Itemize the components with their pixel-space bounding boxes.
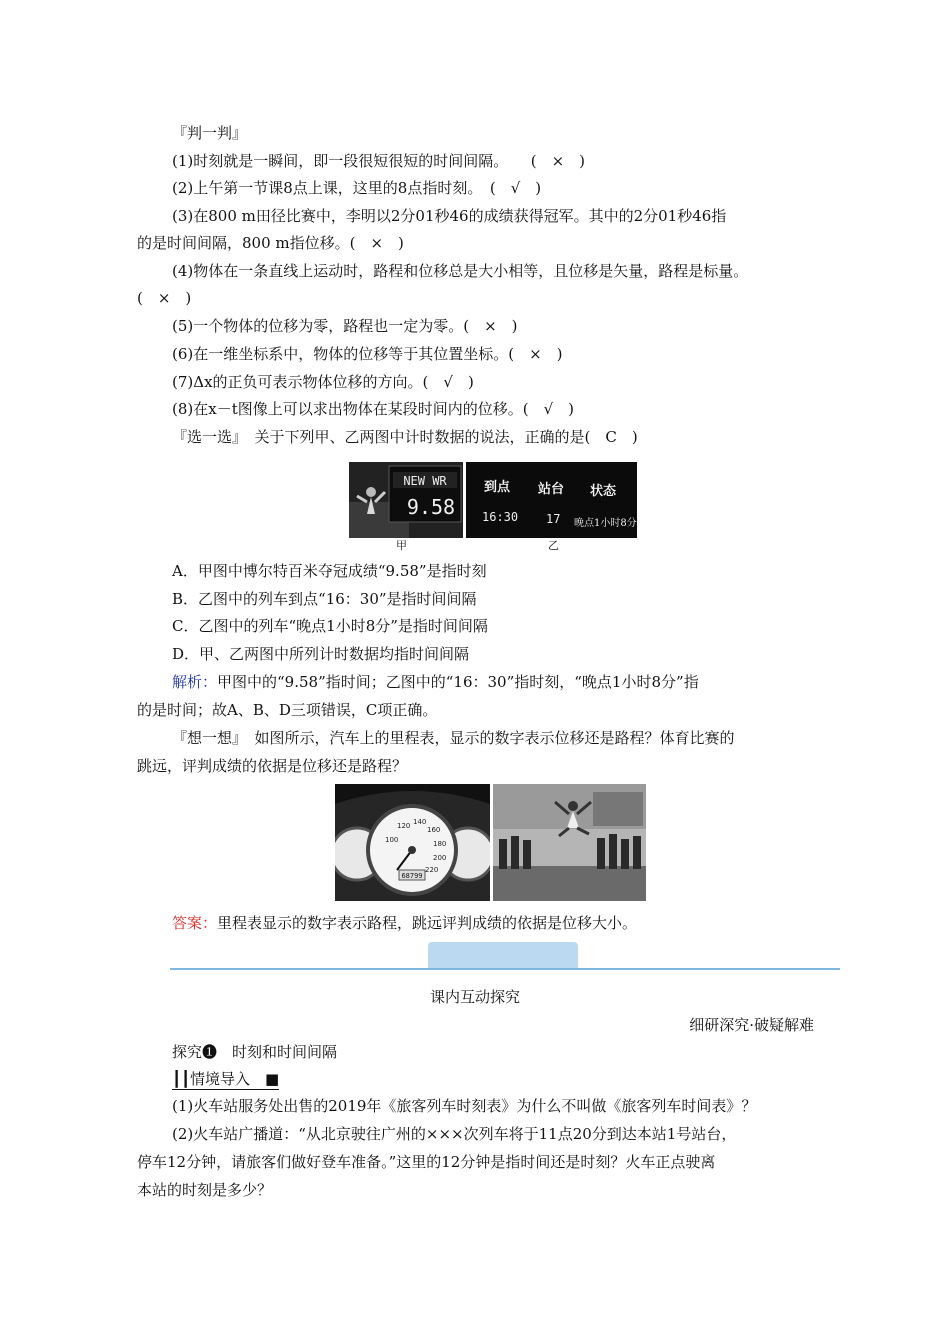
question-2-cont-2: 本站的时刻是多少？ bbox=[137, 1181, 273, 1199]
speed-tick-180: 180 bbox=[433, 840, 447, 848]
think-answer bbox=[172, 913, 637, 933]
intro-heading bbox=[172, 1069, 279, 1089]
explore-heading: 探究❶ 时刻和时间间隔 bbox=[172, 1043, 338, 1061]
scoreboard-time-text: 9.58 bbox=[406, 495, 456, 519]
intro-heading-text: ┃┃情境导入 ■ bbox=[172, 1070, 280, 1088]
judge-item-8: (8)在x－t图像上可以求出物体在某段时间内的位移。( √ ) bbox=[172, 400, 574, 418]
section-title: 课内互动探究 bbox=[429, 988, 520, 1006]
yi-value-arrival: 16:30 bbox=[482, 510, 519, 524]
judge-item-7: (7)Δx的正负可表示物体位移的方向。( √ ) bbox=[172, 373, 474, 391]
think-question-1: 『想一想』 如图所示，汽车上的里程表，显示的数字表示位移还是路程？体育比赛的 bbox=[172, 729, 735, 747]
odometer-reading: 68799 bbox=[401, 872, 423, 880]
analysis-line-1 bbox=[172, 672, 699, 692]
athlete-scoreboard-illustration bbox=[349, 462, 463, 538]
judge-item-5: (5)一个物体的位移为零，路程也一定为零。( × ) bbox=[172, 317, 518, 335]
judge-item-4: (4)物体在一条直线上运动时，路程和位移总是大小相等，且位移是矢量，路程是标量。 bbox=[172, 262, 749, 280]
figure-jia-photo bbox=[349, 462, 463, 538]
section-divider bbox=[170, 968, 840, 970]
speed-tick-220: 220 bbox=[425, 866, 439, 874]
judge-item-1: (1)时刻就是一瞬间，即一段很短很短的时间间隔。 ( × ) bbox=[172, 152, 586, 170]
question-1: (1)火车站服务处出售的2019年《旅客列车时刻表》为什么不叫做《旅客列车时间表》？ bbox=[172, 1097, 757, 1115]
judge-item-3: (3)在800 m田径比赛中，李明以2分01秒46的成绩获得冠军。其中的2分01秒46指 bbox=[172, 207, 727, 225]
option-b: B．乙图中的列车到点“16：30”是指时间间隔 bbox=[172, 590, 477, 608]
figure-yi-photo bbox=[466, 462, 637, 538]
judge-item-6: (6)在一维坐标系中，物体的位移等于其位置坐标。( × ) bbox=[172, 345, 563, 363]
question-2-cont-1: 停车12分钟，请旅客们做好登车准备。”这里的12分钟是指时间还是时刻？火车正点驶离 bbox=[137, 1153, 716, 1171]
figure-yi-caption: 乙 bbox=[548, 539, 559, 552]
judge-item-3-cont: 的是时间间隔，800 m指位移。( × ) bbox=[137, 234, 404, 252]
speed-tick-200: 200 bbox=[433, 854, 447, 862]
speedometer-illustration bbox=[335, 784, 490, 901]
judge-title: 『判一判』 bbox=[172, 124, 248, 142]
speed-tick-100: 100 bbox=[385, 836, 399, 844]
section-tab bbox=[428, 942, 578, 969]
long-jump-photo bbox=[493, 784, 646, 901]
yi-value-status: 晚点1小时8分 bbox=[574, 518, 637, 529]
yi-header-platform: 站台 bbox=[538, 482, 565, 497]
dashboard-photo bbox=[335, 784, 490, 901]
figure-jia-caption: 甲 bbox=[396, 539, 407, 552]
option-a: A．甲图中博尔特百米夺冠成绩“9.58”是指时刻 bbox=[172, 562, 487, 580]
section-subtitle: 细研深究·破疑解难 bbox=[689, 1016, 814, 1034]
judge-item-2: (2)上午第一节课8点上课，这里的8点指时刻。 ( √ ) bbox=[172, 179, 542, 197]
think-question-2: 跳远，评判成绩的依据是位移还是路程？ bbox=[137, 757, 408, 775]
speed-tick-140: 140 bbox=[413, 818, 427, 826]
speed-tick-120: 120 bbox=[397, 822, 411, 830]
analysis-label: 解析： bbox=[172, 673, 218, 691]
analysis-text-1: 甲图中的“9.58”指时间；乙图中的“16：30”指时刻，“晚点1小时8分”指 bbox=[217, 673, 699, 691]
yi-header-arrival: 到点 bbox=[484, 480, 511, 495]
long-jump-illustration bbox=[493, 784, 646, 901]
scoreboard-record-text: NEW WR bbox=[403, 474, 447, 488]
speed-tick-160: 160 bbox=[427, 826, 441, 834]
judge-item-4-cont: ( × ) bbox=[137, 289, 192, 307]
question-2: (2)火车站广播道：“从北京驶往广州的×××次列车将于11点20分到达本站1号站台， bbox=[172, 1125, 737, 1143]
yi-value-platform: 17 bbox=[546, 512, 561, 526]
analysis-line-2: 的是时间；故A、B、D三项错误，C项正确。 bbox=[137, 701, 438, 719]
choose-question: 『选一选』 关于下列甲、乙两图中计时数据的说法，正确的是( C ) bbox=[172, 428, 638, 446]
option-c: C．乙图中的列车“晚点1小时8分”是指时间间隔 bbox=[172, 617, 488, 635]
answer-text: 里程表显示的数字表示路程，跳远评判成绩的依据是位移大小。 bbox=[217, 914, 638, 932]
yi-header-status: 状态 bbox=[590, 484, 617, 499]
answer-label: 答案： bbox=[172, 914, 218, 932]
option-d: D．甲、乙两图中所列计时数据均指时间间隔 bbox=[172, 645, 470, 663]
